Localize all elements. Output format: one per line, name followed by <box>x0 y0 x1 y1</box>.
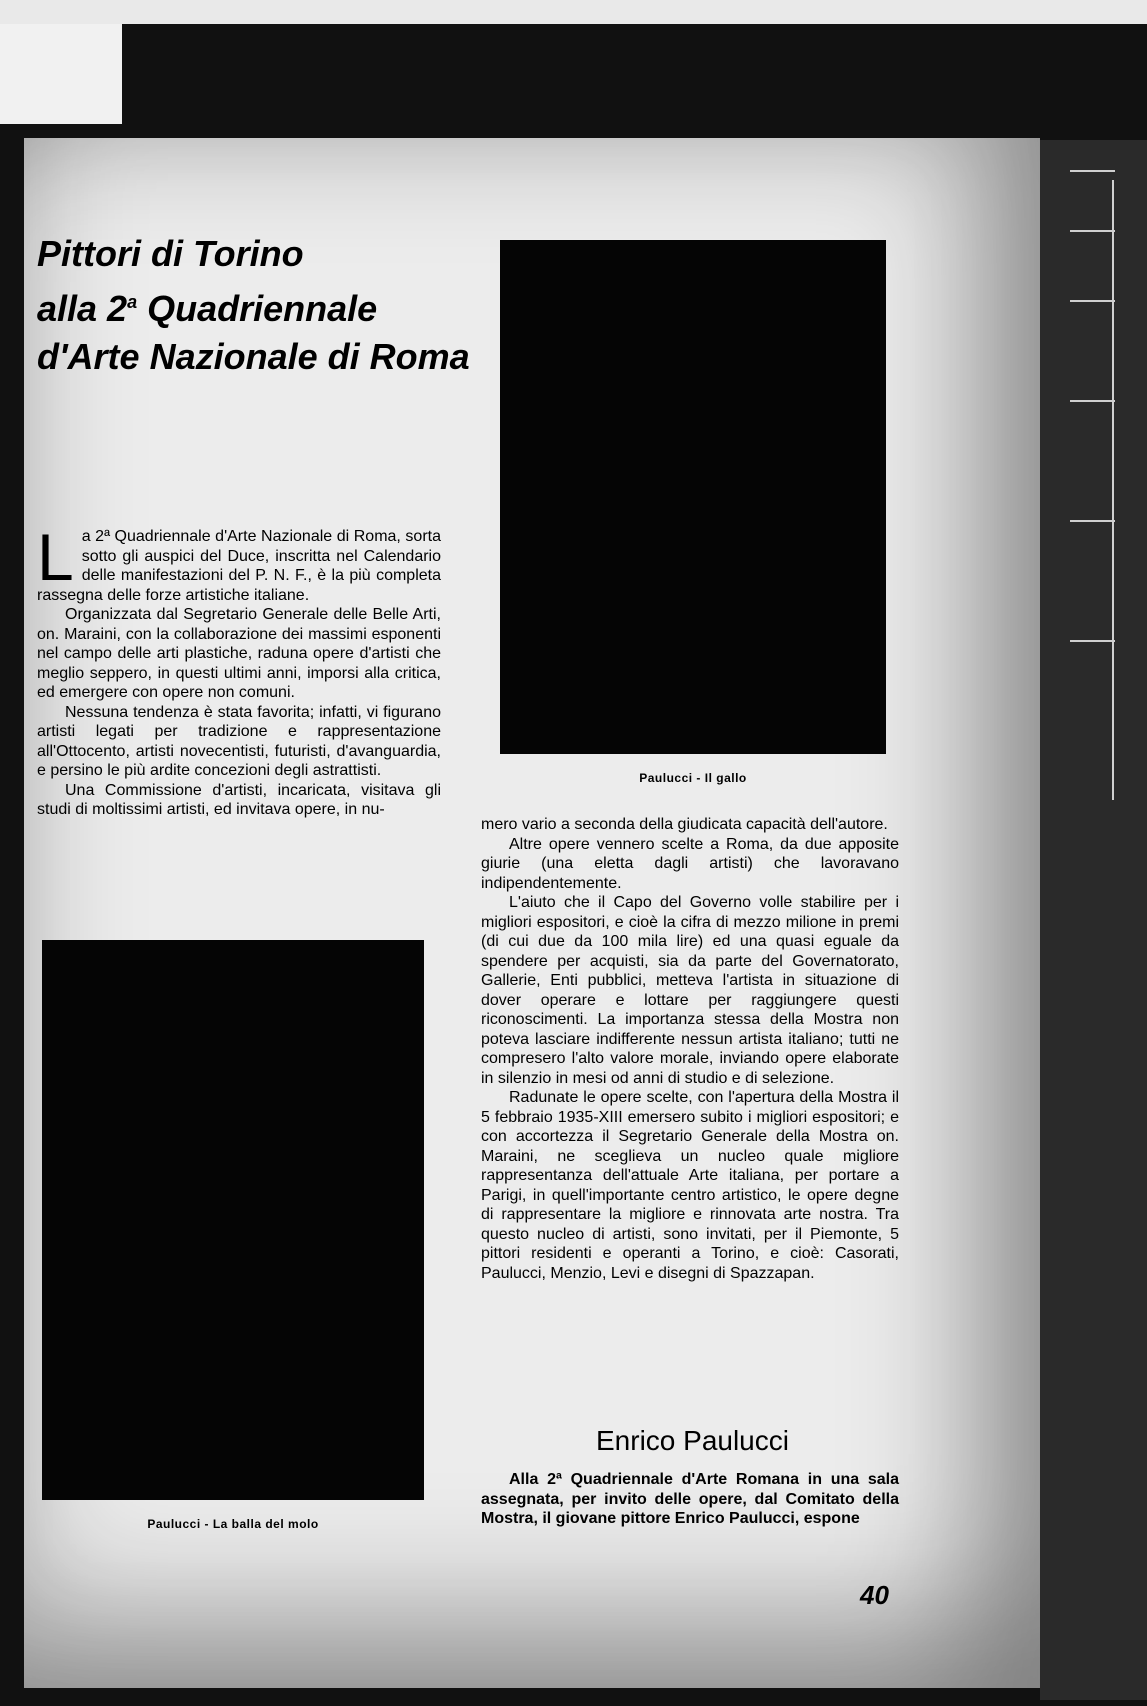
spine-mark <box>1070 170 1115 172</box>
right-column <box>481 815 899 1283</box>
left-column <box>37 520 441 820</box>
paragraph: Una Commissione d'artisti, incaricata, visitava gli studi di moltissimi artisti, ed invitava opere, in nu- <box>37 781 441 818</box>
page-number: 40 <box>860 1580 889 1610</box>
spine-rule <box>1112 180 1114 800</box>
caption-molo: Paulucci - La balla del molo <box>147 1517 319 1531</box>
painting-photo-molo <box>42 940 424 1500</box>
scan-corner <box>0 24 122 124</box>
title-line-3: d'Arte Nazionale di Roma <box>37 336 470 377</box>
right-column-bottom <box>481 1470 899 1529</box>
title-line-1: Pittori di Torino <box>37 233 304 274</box>
scan-top-strip <box>0 0 1147 24</box>
caption-gallo: Paulucci - Il gallo <box>639 771 747 785</box>
drop-cap: L <box>37 520 74 594</box>
paragraph: Alla 2ª Quadriennale d'Arte Romana in una sala assegnata, per invito delle opere, dal Comitato della Mostra, il giovane pittore Enrico Paulucci, espone <box>481 1471 899 1527</box>
paragraph: Altre opere vennero scelte a Roma, da due apposite giurie (una eletta dagli artisti) che lavoravano indipendentemente. <box>481 835 899 892</box>
paragraph-continuation: mero vario a seconda della giudicata capacità dell'autore. <box>481 816 888 833</box>
spine-mark <box>1070 520 1115 522</box>
paragraph: Organizzata dal Segretario Generale delle Belle Arti, on. Maraini, con la collaborazione dei massimi esponenti nel campo delle arti plastiche, raduna opere d'artisti che meglio seppero, in questi ultimi anni, imporsi alla critica, ed emergere con opere non comuni. <box>37 606 441 701</box>
article-title <box>37 230 470 381</box>
spine-mark <box>1070 640 1115 642</box>
paragraph: Nessuna tendenza è stata favorita; infatti, vi figurano artisti legati per tradizione e rappresentazione all'Ottocento, artisti novecentisti, futuristi, d'avanguardia, e persino le più ardite concezioni degli astrattisti. <box>37 703 441 779</box>
paragraph: Radunate le opere scelte, con l'apertura della Mostra il 5 febbraio 1935-XIII emersero subito i migliori espositori; e con accortezza il Segretario Generale della Mostra on. Maraini, ne sceglieva un nucleo quale migliore rappresentanza dell'attuale Arte italiana, per portare a Parigi, in quell'importante centro artistico, le opere degne di rappresentare la migliore e rinnovata arte nostra. Tra questo nucleo di artisti, sono invitati, per il Piemonte, 5 pittori residenti e operanti a Torino, e cioè: Casorati, Paulucci, Menzio, Levi e disegni di Spazzapan. <box>481 1089 899 1282</box>
paragraph: L'aiuto che il Capo del Governo volle stabilire per i migliori espositori, e cioè la cifra di mezzo milione in premi (di cui due da 100 mila lire) ed una quasi eguale da spendere per acquisti, sia da parte del Governatorato, Gallerie, Enti pubblici, metteva l'artista in situazione di dover operare e lottare per raggiungere questi riconoscimenti. La importanza stessa della Mostra non poteva lasciare indifferente nessun artista italiano; tutti ne compresero l'alto valore morale, inviando opere elaborate in silenzio in mesi od anni di studio e di selezione. <box>481 894 899 1087</box>
intro-paragraph: La 2ª Quadriennale d'Arte Nazionale di Roma, sorta sotto gli auspici del Duce, inscritta nel Calendario delle manifestazioni del P. N. F., è la più completa rassegna delle forze artistiche italiane. <box>37 520 441 604</box>
spine-mark <box>1070 230 1115 232</box>
scan-spine <box>1040 140 1147 1700</box>
spine-mark <box>1070 300 1115 302</box>
spine-mark <box>1070 400 1115 402</box>
painting-photo-gallo <box>500 240 886 754</box>
section-heading: Enrico Paulucci <box>596 1425 789 1456</box>
title-line-2: alla 2$^a$ Quadriennale <box>37 288 378 329</box>
